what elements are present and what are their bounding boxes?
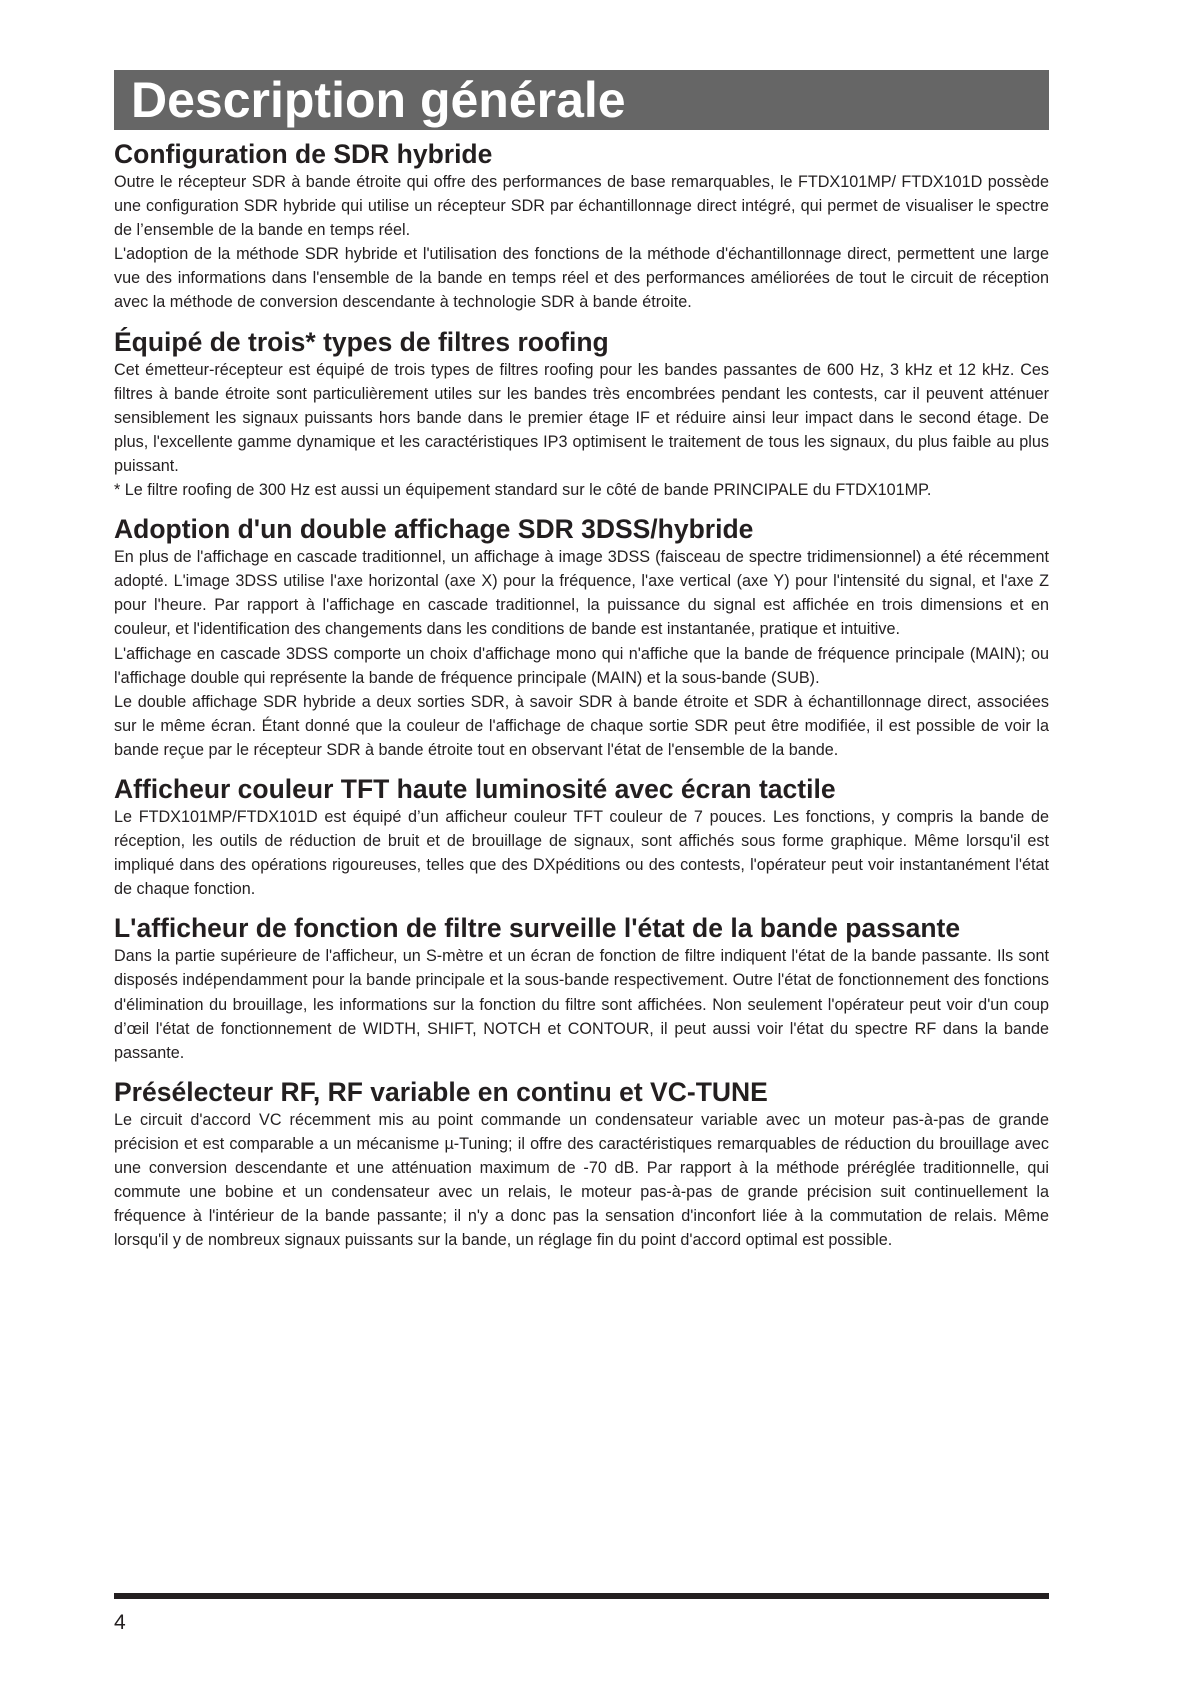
- paragraph: Cet émetteur-récepteur est équipé de trois types de filtres roofing pour les bandes passantes de 600 Hz, 3 kHz et 12 kHz. Ces filtres à bande étroite sont particulièrement utiles sur les bandes très encombrées pendant les contests, car il peuvent atténuer sensiblement les signaux puissants hors bande dans le premier étage IF et réduire ainsi leur impact dans le second étage. De plus, l'excellente gamme dynamique et les caractéristiques IP3 optimisent le traitement de tous les signaux, du plus faible au plus puissant.: [114, 360, 1049, 475]
- paragraph: Le double affichage SDR hybride a deux sorties SDR, à savoir SDR à bande étroite et SDR à échantillonnage direct, associées sur le même écran. Étant donné que la couleur de l'affichage de chaque sortie SDR peut être modifiée, il est possible de voir la bande reçue par le récepteur SDR à bande étroite tout en observant l'état de l'ensemble de la bande.: [114, 692, 1049, 759]
- paragraph: Dans la partie supérieure de l'afficheur, un S-mètre et un écran de fonction de filtre indiquent l'état de la bande passante. Ils sont disposés indépendamment pour la bande principale et la sous-bande respectivement. Outre l'état de fonctionnement des fonctions d'élimination du brouillage, les informations sur la fonction du filtre sont affichées. Non seulement l'opérateur peut voir d'un coup d’œil l'état de fonctionnement de WIDTH, SHIFT, NOTCH et CONTOUR, il peut aussi voir l'état du spectre RF dans la bande passante.: [114, 947, 1049, 1062]
- section-filter-function-display: [114, 912, 1049, 1064]
- section-title: L'afficheur de fonction de filtre surveille l'état de la bande passante: [114, 913, 961, 944]
- section-3dss-display: [114, 513, 1049, 762]
- page-number: 4: [114, 1611, 126, 1634]
- paragraph: L'affichage en cascade 3DSS comporte un choix d'affichage mono qui n'affiche que la bande de fréquence principale (MAIN); ou l'affichage double qui représente la bande de fréquence principale (MAIN) et la sous-bande (SUB).: [114, 644, 1049, 687]
- section-tft-display: [114, 773, 1049, 901]
- paragraph: En plus de l'affichage en cascade traditionnel, un affichage à image 3DSS (faisceau de spectre tridimensionnel) a été récemment adopté. L'image 3DSS utilise l'axe horizontal (axe X) pour la fréquence, l'axe vertical (axe Y) pour l'intensité du signal, et l'axe Z pour l'heure. Par rapport à l'affichage en cascade traditionnel, la puissance du signal est affichée en trois dimensions et en couleur, et l'identification des changements dans les conditions de bande est instantanée, pratique et intuitive.: [114, 548, 1049, 639]
- section-title: Équipé de trois* types de filtres roofing: [114, 326, 609, 357]
- section-title: Configuration de SDR hybride: [114, 139, 493, 169]
- section-roofing-filters: [114, 326, 1049, 503]
- page-title-bar: [114, 70, 1049, 130]
- section-title: Adoption d'un double affichage SDR 3DSS/hybride: [114, 514, 754, 545]
- section-hybrid-sdr: [114, 138, 1049, 315]
- paragraph: L'adoption de la méthode SDR hybride et l'utilisation des fonctions de la méthode d'échantillonnage direct, permettent une large vue des informations dans l'ensemble de la bande en temps réel et des performances améliorées de tout le circuit de réception avec la méthode de conversion descendante à technologie SDR à bande étroite.: [114, 245, 1049, 312]
- content: [114, 138, 1049, 1252]
- paragraph: Outre le récepteur SDR à bande étroite qui offre des performances de base remarquables, le FTDX101MP/ FTDX101D possède une configuration SDR hybride qui utilise un récepteur SDR par échantillonnage direct intégré, qui permet de visualiser le spectre de l’ensemble de la bande en temps réel.: [114, 173, 1049, 240]
- section-title: Présélecteur RF, RF variable en continu et VC-TUNE: [114, 1076, 768, 1107]
- paragraph: Le circuit d'accord VC récemment mis au point commande un condensateur variable avec un moteur pas-à-pas de grande précision et est comparable a un mécanisme µ-Tuning; il offre des caractéristiques remarquables de réduction du brouillage avec une conversion descendante et une atténuation maximum de -70 dB. Par rapport à la méthode préréglée traditionnelle, qui commute une bobine et un condensateur avec un relais, le moteur pas-à-pas de grande précision suit continuellement la fréquence à l'intérieur de la bande passante; il n'y a donc pas la sensation d'inconfort liée à la commutation de relais. Même lorsqu'il y de nombreux signaux puissants sur la bande, un réglage fin du point d'accord optimal est possible.: [114, 1110, 1049, 1250]
- section-title: Afficheur couleur TFT haute luminosité avec écran tactile: [114, 773, 836, 804]
- paragraph: Le FTDX101MP/FTDX101D est équipé d’un afficheur couleur TFT couleur de 7 pouces. Les fonctions, y compris la bande de réception, les outils de réduction de bruit et de brouillage de signaux, sont affichés sous forme graphique. Même lorsqu'il est impliqué dans des opérations rigoureuses, telles que des DXpéditions ou des contests, l'opérateur peut voir instantanément l'état de chaque fonction.: [114, 807, 1049, 899]
- section-rf-preselector: [114, 1076, 1049, 1253]
- footer-rule: [114, 1593, 1049, 1599]
- page-title: Description générale: [131, 72, 626, 128]
- footnote: * Le filtre roofing de 300 Hz est aussi un équipement standard sur le côté de bande PRINCIPALE du FTDX101MP.: [114, 481, 932, 500]
